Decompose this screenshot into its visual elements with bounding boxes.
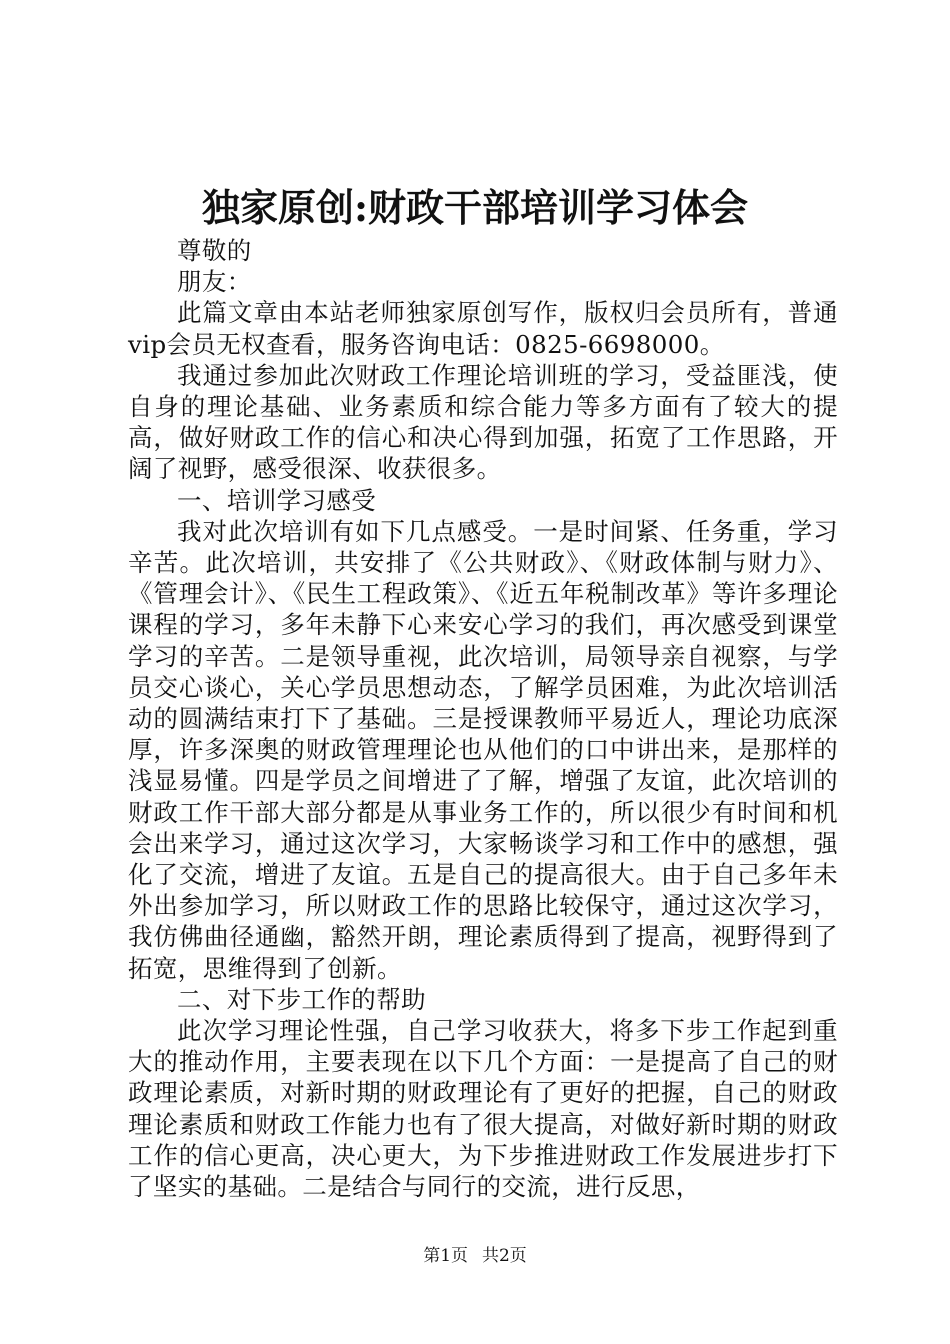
page-number: 第1页 (423, 1246, 469, 1266)
intro-paragraph: 我通过参加此次财政工作理论培训班的学习，受益匪浅，使自身的理论基础、业务素质和综合能力等多方面有了较大的提高，做好财政工作的信心和决心得到加强，拓宽了工作思路，开阔了视野，感受很深、收获很多。 (128, 360, 838, 484)
salutation-line-2: 朋友： (177, 267, 252, 297)
section-heading-1: 一、培训学习感受 (177, 485, 377, 515)
section-2-paragraph: 此次学习理论性强，自己学习收获大，将多下步工作起到重大的推动作用，主要表现在以下几个方面：一是提高了自己的财政理论素质，对新时期的财政理论有了更好的把握，自己的财政理论素质和财政工作能力也有了很大提高，对做好新时期的财政工作的信心更高，决心更大，为下步推进财政工作发展进步打下了坚实的基础。二是结合与同行的交流，进行反思， (128, 1016, 838, 1202)
salutation-line-1: 尊敬的 (177, 236, 252, 265)
page-footer (0, 1244, 950, 1268)
document-title: 独家原创:财政干部培训学习体会 (201, 185, 749, 230)
section-1-paragraph: 我对此次培训有如下几点感受。一是时间紧、任务重，学习辛苦。此次培训，共安排了《公共财政》、《财政体制与财力》、《管理会计》、《民生工程政策》、《近五年税制改革》等许多理论课程的学习，多年未静下心来安心学习的我们，再次感受到课堂学习的辛苦。二是领导重视，此次培训，局领导亲自视察，与学员交心谈心，关心学员思想动态，了解学员困难，为此次培训活动的圆满结束打下了基础。三是授课教师平易近人，理论功底深厚，许多深奥的财政管理理论也从他们的口中讲出来，是那样的浅显易懂。四是学员之间增进了了解，增强了友谊，此次培训的财政工作干部大部分都是从事业务工作的，所以很少有时间和机会出来学习，通过这次学习，大家畅谈学习和工作中的感想，强化了交流，增进了友谊。五是自己的提高很大。由于自己多年未外出参加学习，所以财政工作的思路比较保守，通过这次学习，我仿佛曲径通幽，豁然开朗，理论素质得到了提高，视野得到了拓宽，思维得到了创新。 (128, 516, 838, 983)
copyright-notice: 此篇文章由本站老师独家原创写作，版权归会员所有，普通vip会员无权查看，服务咨询电话：0825-6698000。 (128, 298, 838, 359)
document-body (128, 235, 838, 1202)
section-heading-2: 二、对下步工作的帮助 (177, 984, 426, 1014)
page-count: 共2页 (481, 1246, 527, 1266)
